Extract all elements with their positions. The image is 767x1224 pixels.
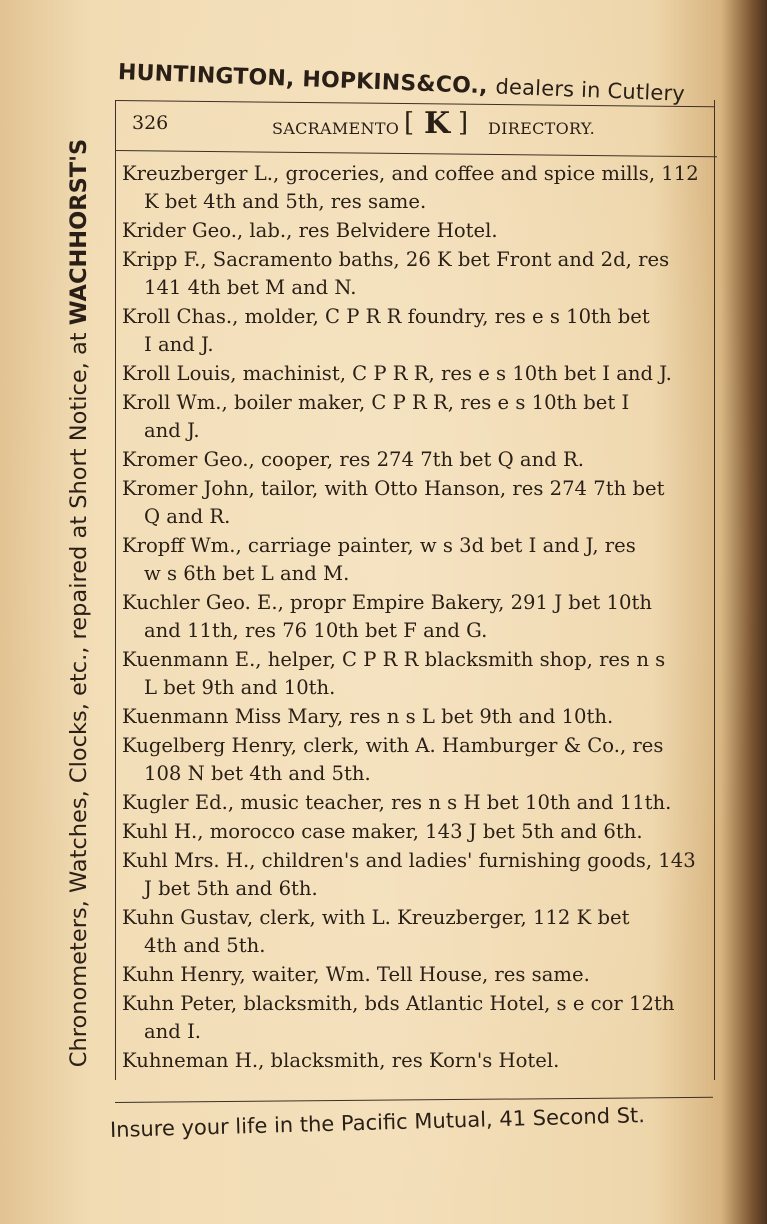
directory-entry bbox=[122, 904, 714, 960]
bottom-advertisement: Insure your life in the Pacific Mutual, 41 Second St. bbox=[109, 1103, 646, 1142]
directory-entry bbox=[122, 789, 714, 817]
directory-entry bbox=[122, 389, 714, 445]
entry-continuation: and J. bbox=[144, 419, 200, 442]
entry-text: Kuhneman H., blacksmith, res Korn's Hotel. bbox=[122, 1049, 560, 1072]
entry-text: Kuhn Henry, waiter, Wm. Tell House, res same. bbox=[122, 963, 590, 986]
directory-entry bbox=[122, 303, 714, 359]
entry-text: Kuhn Gustav, clerk, with L. Kreuzberger, 112 K bet bbox=[122, 906, 630, 929]
entry-text: Kromer Geo., cooper, res 274 7th bet Q and R. bbox=[122, 448, 584, 471]
directory-entry bbox=[122, 217, 714, 245]
top-advertisement-firm: HUNTINGTON, HOPKINS&CO., bbox=[117, 60, 489, 100]
entry-text: Kugelberg Henry, clerk, with A. Hamburger & Co., res bbox=[122, 734, 664, 757]
directory-entry bbox=[122, 818, 714, 846]
directory-entry bbox=[122, 646, 714, 702]
side-advertisement-text: Chronometers, Watches, Clocks, etc., repaired at Short Notice, at bbox=[66, 325, 92, 1068]
directory-entry bbox=[122, 160, 714, 216]
directory-entry bbox=[122, 532, 714, 588]
directory-entry bbox=[122, 1047, 714, 1075]
entry-text: Kugler Ed., music teacher, res n s H bet 10th and 11th. bbox=[122, 791, 672, 814]
top-advertisement-tail: dealers in Cutlery bbox=[495, 74, 686, 106]
entry-continuation: and 11th, res 76 10th bet F and G. bbox=[144, 619, 488, 642]
entry-text: Kroll Wm., boiler maker, C P R R, res e s 10th bet I bbox=[122, 391, 630, 414]
entry-text: Kuenmann E., helper, C P R R blacksmith shop, res n s bbox=[122, 648, 666, 671]
entry-text: Kuhl H., morocco case maker, 143 J bet 5th and 6th. bbox=[122, 820, 643, 843]
directory-entry bbox=[122, 475, 714, 531]
entry-text: Kuchler Geo. E., propr Empire Bakery, 291 J bet 10th bbox=[122, 591, 652, 614]
entry-continuation: L bet 9th and 10th. bbox=[144, 676, 336, 699]
entry-text: Krider Geo., lab., res Belvidere Hotel. bbox=[122, 219, 498, 242]
entry-text: Kroll Louis, machinist, C P R R, res e s 10th bet I and J. bbox=[122, 362, 672, 385]
entry-continuation: 108 N bet 4th and 5th. bbox=[144, 762, 371, 785]
header-open-bracket: [ bbox=[404, 108, 415, 138]
entry-text: Kroll Chas., molder, C P R R foundry, res e s 10th bet bbox=[122, 305, 650, 328]
directory-entry bbox=[122, 990, 714, 1046]
entry-text: Kropff Wm., carriage painter, w s 3d bet I and J, res bbox=[122, 534, 636, 557]
section-letter: K bbox=[424, 106, 451, 141]
directory-entries bbox=[122, 160, 714, 1076]
entry-text: Kripp F., Sacramento baths, 26 K bet Front and 2d, res bbox=[122, 248, 670, 271]
entry-text: Kuenmann Miss Mary, res n s L bet 9th and 10th. bbox=[122, 705, 614, 728]
header-close-bracket: ] bbox=[458, 108, 469, 138]
entry-continuation: and I. bbox=[144, 1020, 202, 1043]
entry-continuation: 141 4th bet M and N. bbox=[144, 276, 357, 299]
directory-entry bbox=[122, 961, 714, 989]
entry-text: Kreuzberger L., groceries, and coffee and spice mills, 112 bbox=[122, 162, 699, 185]
entry-continuation: I and J. bbox=[144, 333, 214, 356]
header-city: SACRAMENTO bbox=[272, 119, 400, 138]
directory-entry bbox=[122, 847, 714, 903]
entry-continuation: 4th and 5th. bbox=[144, 934, 266, 957]
entry-continuation: w s 6th bet L and M. bbox=[144, 562, 350, 585]
entry-text: Kromer John, tailor, with Otto Hanson, res 274 7th bet bbox=[122, 477, 665, 500]
directory-entry bbox=[122, 446, 714, 474]
directory-entry bbox=[122, 703, 714, 731]
header-directory: DIRECTORY. bbox=[488, 119, 596, 138]
directory-entry bbox=[122, 589, 714, 645]
side-advertisement bbox=[66, 98, 92, 1108]
entry-text: Kuhn Peter, blacksmith, bds Atlantic Hotel, s e cor 12th bbox=[122, 992, 675, 1015]
directory-entry bbox=[122, 732, 714, 788]
entry-continuation: J bet 5th and 6th. bbox=[144, 877, 318, 900]
bottom-rule bbox=[115, 1097, 713, 1103]
entry-text: Kuhl Mrs. H., children's and ladies' furnishing goods, 143 bbox=[122, 849, 696, 872]
entry-continuation: K bet 4th and 5th, res same. bbox=[144, 190, 427, 213]
directory-entry bbox=[122, 246, 714, 302]
side-advertisement-name: WACHHORST'S bbox=[66, 138, 92, 326]
entry-continuation: Q and R. bbox=[144, 505, 231, 528]
directory-entry bbox=[122, 360, 714, 388]
page-number: 326 bbox=[132, 112, 169, 134]
